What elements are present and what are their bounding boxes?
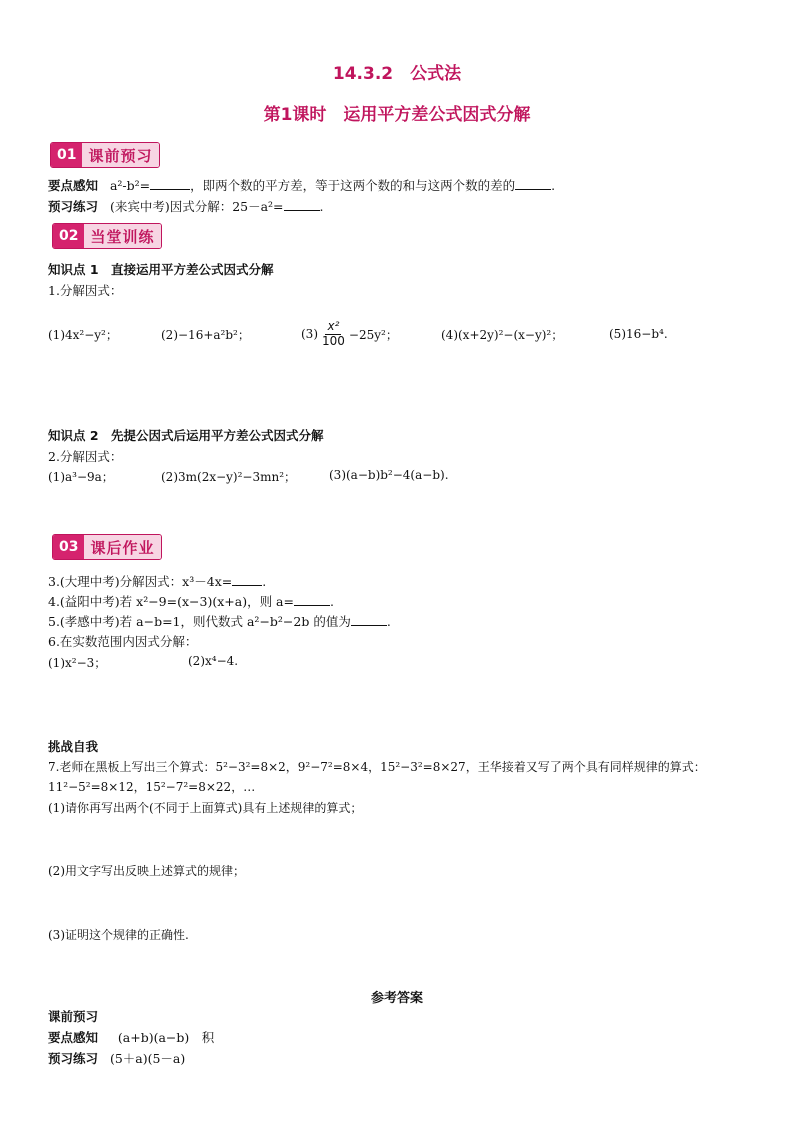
q6-item-2: (2)x⁴−4.	[188, 654, 239, 668]
section-badge-preview	[50, 142, 160, 168]
key-point-text-c: .	[551, 178, 556, 193]
question-3-text: 3.(大理中考)分解因式：x³－4x=	[48, 574, 233, 589]
practice-text-a: (来宾中考)因式分解：25－a²=	[109, 199, 284, 214]
page-title: 14.3.2 公式法	[332, 64, 462, 84]
answer-blank	[150, 189, 190, 190]
section-number: 01	[51, 143, 82, 167]
answers-key-label: 要点感知	[48, 1030, 99, 1045]
q2-item-1: (1)a³−9a；	[48, 470, 114, 484]
q2-item-3: (3)(a−b)b²−4(a−b).	[329, 468, 449, 482]
question-2: 2.分解因式：	[48, 449, 123, 464]
question-5-end: .	[386, 614, 391, 629]
question-6-items	[48, 654, 238, 671]
knowledge-point-2-heading: 知识点 2 先提公因式后运用平方差公式因式分解	[48, 428, 324, 443]
answer-blank	[515, 189, 551, 190]
question-1: 1.分解因式：	[48, 283, 123, 298]
key-point-text-b: ，即两个数的平方差，等于这两个数的和与这两个数的差的	[190, 178, 516, 193]
question-7-part-3: (3)证明这个规律的正确性.	[48, 928, 189, 942]
q1-item-4: (4)(x+2y)²−(x−y)²；	[441, 327, 564, 342]
question-7-part-2: (2)用文字写出反映上述算式的规律；	[48, 864, 245, 878]
key-point-label: 要点感知	[48, 178, 99, 193]
answers-practice	[48, 1049, 185, 1067]
q1-item-5: (5)16−b⁴.	[609, 327, 668, 341]
answer-blank	[284, 210, 320, 211]
question-4-end: .	[329, 594, 334, 609]
answers-practice-label: 预习练习	[48, 1051, 99, 1066]
question-5-text: 5.(孝感中考)若 a−b=1，则代数式 a²−b²−2b 的值为	[48, 614, 351, 629]
question-5	[48, 612, 391, 630]
question-7-part-1: (1)请你再写出两个(不同于上面算式)具有上述规律的算式；	[48, 801, 363, 815]
section-label: 课后作业	[84, 535, 160, 559]
page-subtitle: 第1课时 运用平方差公式因式分解	[263, 105, 531, 125]
section-badge-homework	[52, 534, 162, 560]
q1-item-2: (2)−16+a²b²；	[161, 327, 250, 342]
q2-item-2: (2)3m(2x−y)²−3mn²；	[161, 470, 297, 484]
fraction	[320, 320, 347, 347]
answer-blank	[232, 585, 262, 586]
answers-practice-value: (5＋a)(5－a)	[109, 1051, 186, 1066]
preview-practice-line	[48, 197, 324, 215]
knowledge-point-1-heading: 知识点 1 直接运用平方差公式因式分解	[48, 262, 274, 277]
answers-section: 课前预习	[48, 1009, 99, 1024]
section-label: 当堂训练	[84, 224, 160, 248]
q6-item-1: (1)x²−3；	[48, 656, 107, 670]
fraction-numerator: x²	[327, 319, 340, 334]
question-4	[48, 592, 334, 610]
question-6: 6.在实数范围内因式分解：	[48, 634, 198, 649]
question-3	[48, 572, 266, 590]
q1-item-3-suffix: −25y²；	[348, 327, 398, 342]
section-badge-classwork	[52, 223, 162, 249]
question-3-end: .	[262, 574, 267, 589]
q1-item-3-prefix: (3)	[301, 327, 318, 341]
key-point-text-a: a²-b²=	[109, 178, 151, 193]
answers-heading: 参考答案	[370, 991, 423, 1006]
answer-blank	[294, 605, 330, 606]
question-4-text: 4.(益阳中考)若 x²−9=(x−3)(x+a)，则 a=	[48, 594, 294, 609]
section-label: 课前预习	[82, 143, 158, 167]
q1-item-1: (1)4x²−y²；	[48, 327, 118, 342]
question-7-line-1: 7.老师在黑板上写出三个算式：5²−3²=8×2，9²−7²=8×4，15²−3²=8×27，王华接着又写了两个具有同样规律的算式：	[48, 760, 706, 774]
practice-text-b: .	[319, 199, 324, 214]
question-1-items	[48, 314, 668, 354]
challenge-heading: 挑战自我	[48, 739, 99, 754]
q1-item-3	[301, 320, 441, 347]
answer-blank	[351, 625, 387, 626]
practice-label: 预习练习	[48, 199, 99, 214]
answers-key-value: (a+b)(a−b) 积	[117, 1030, 215, 1045]
key-point-line	[48, 176, 555, 194]
section-number: 03	[53, 535, 84, 559]
question-7-line-2: 11²−5²=8×12，15²−7²=8×22，…	[48, 780, 256, 794]
fraction-denominator: 100	[322, 333, 345, 348]
answers-key-point	[48, 1028, 214, 1046]
section-number: 02	[53, 224, 84, 248]
question-2-items	[48, 468, 449, 485]
